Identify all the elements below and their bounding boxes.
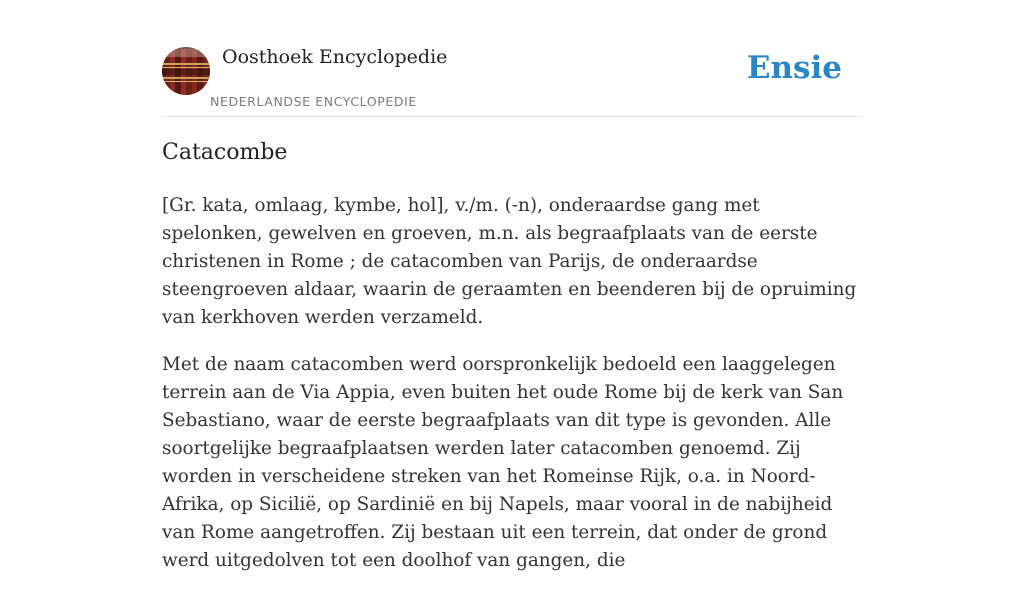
encyclopedia-books-icon (162, 47, 210, 95)
article-title: Catacombe (162, 140, 288, 165)
site-subtitle: NEDERLANDSE ENCYCLOPEDIE (210, 94, 417, 109)
article-body (162, 192, 862, 594)
article-paragraph: [Gr. kata, omlaag, kymbe, hol], v./m. (-n), onderaardse gang met spelonken, gewelven en groeven, m.n. als begraafplaats van de eerste christenen in Rome ; de catacomben van Parijs, de onderaardse steengroeven aldaar, waarin de geraamten en beenderen bij de opruiming van kerkhoven werden verzameld. (162, 195, 857, 328)
ensie-logo-link[interactable]: Ensie (746, 50, 842, 86)
encyclopedia-avatar[interactable] (162, 47, 210, 95)
site-header (162, 0, 862, 117)
site-title-link[interactable]: Oosthoek Encyclopedie (222, 46, 448, 68)
page (162, 0, 862, 571)
article-paragraph: Met de naam catacomben werd oorspronkelijk bedoeld een laaggelegen terrein aan de Via Appia, even buiten het oude Rome bij de kerk van San Sebastiano, waar de eerste begraafplaats van dit type is gevonden. Alle soortgelijke begraafplaatsen werden later catacomben genoemd. Zij worden in verscheidene streken van het Romeinse Rijk, o.a. in Noord-Afrika, op Sicilië, op Sardinië en bij Napels, maar vooral in de nabijheid van Rome aangetroffen. Zij bestaan uit een terrein, dat onder de grond werd uitgedolven tot een doolhof van gangen, die (162, 354, 844, 571)
